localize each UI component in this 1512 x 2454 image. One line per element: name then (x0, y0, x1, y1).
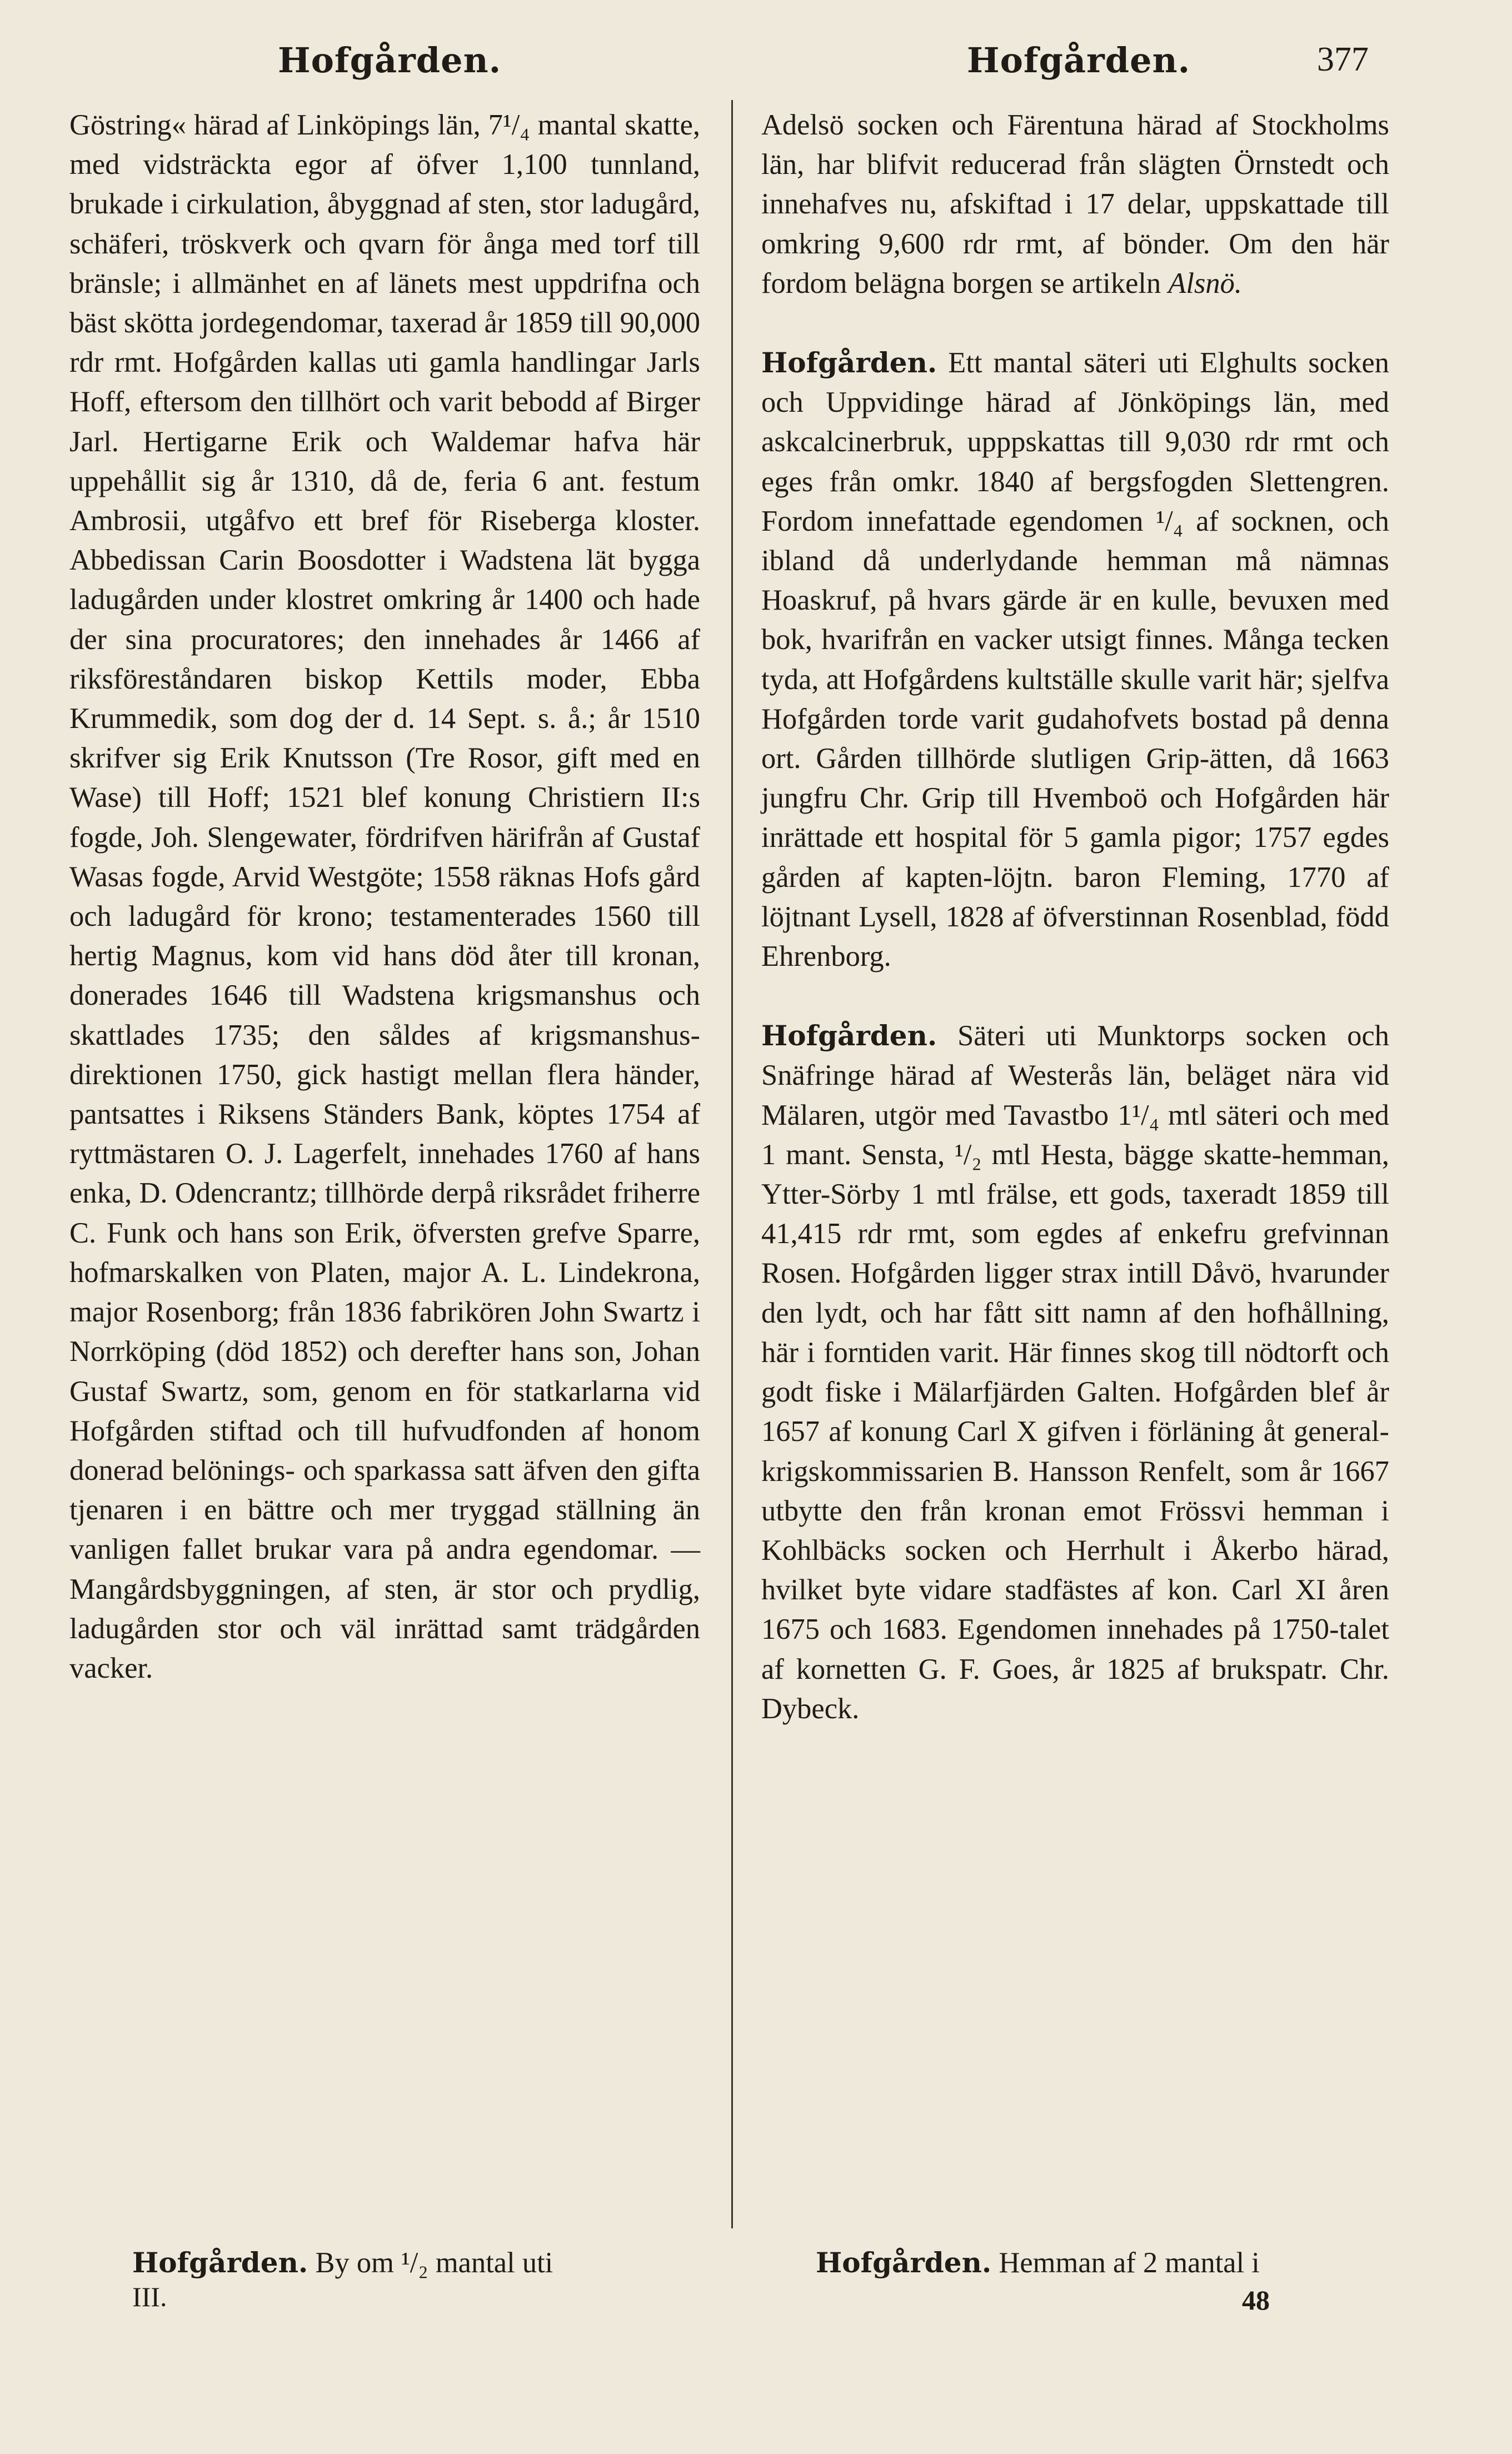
running-head-left: Hofgården. (278, 40, 502, 81)
spacer (761, 303, 1389, 343)
footer-left-text: By om ¹/₂ mantal uti (315, 2247, 553, 2279)
footer-right-text: Hemman af 2 mantal i (999, 2247, 1260, 2279)
volume-mark: III. (132, 2281, 167, 2312)
left-paragraph: Göstring« härad af Linköpings län, 7¹/₄ mantal skatte, med vidsträckta egor af öfver 1,100 tunnland, brukade i cirkulation, åbyggnad af sten, stor ladugård, schäferi, tröskverk och qvarn för ånga med torf till bränsle; i allmänhet en af länets mest uppdrifna och bäst skötta jordegendomar, taxerad år 1859 till 90,000 rdr rmt. Hofgården kallas uti gamla handlingar Jarls Hoff, eftersom den tillhört och varit bebodd af Birger Jarl. Hertigarne Erik och Waldemar hafva här uppehållit sig år 1310, då de, feria 6 ant. festum Ambrosii, utgåfvo ett bref för Riseberga kloster. Abbedissan Carin Boosdotter i Wadstena lät bygga ladugården under klostret omkring år 1400 och hade der sina procuratores; den innehades år 1466 af riksföreståndaren biskop Kettils moder, Ebba Krummedik, som dog der d. 14 Sept. s. å.; år 1510 skrifver sig Erik Knutsson (Tre Rosor, gift med en Wase) till Hoff; 1521 blef konung Christiern II:s fogde, Joh. Slengewater, fördrifven härifrån af Gustaf Wasas fogde, Arvid Westgöte; 1558 räknas Hofs gård och ladugård för krono; testamenterades 1560 till hertig Magnus, kom vid hans död åter till kronan, donerades 1646 till Wadstena krigsmanshus och skattlades 1735; den såldes af krigsmanshus-direktionen 1750, gick hastigt mellan flera händer, pantsattes i Riksens Ständers Bank, köptes 1754 af ryttmästaren O. J. Lagerfelt, innehades 1760 af hans enka, D. Odencrantz; tillhörde derpå riksrådet friherre C. Funk och hans son Erik, öfversten grefve Sparre, hofmarskalken von Platen, major A. L. Lindekrona, major Rosenborg; från 1836 fabrikören John Swartz i Norrköping (död 1852) och derefter hans son, Johan Gustaf Swartz, som, genom en för statkarlarna vid Hofgården stiftad och till hufvudfonden af honom donerad belönings- och sparkassa satt äfven den gifta tjenaren i en bättre och mer tryggad ställning än vanligen fallet brukar vara på andra egendomar. — Mangårdsbyggningen, af sten, är stor och prydlig, ladugården stor och väl inrättad samt trädgården vacker. (69, 109, 700, 1684)
entry-2-text: Säteri uti Munktorps socken och Snäfringe härad af Westerås län, beläget nära vid Mälaren, utgör med Tavastbo 1¹/₄ mtl säteri och med 1 mant. Sensta, ¹/₂ mtl Hesta, bägge skatte-hemman, Ytter-Sörby 1 mtl frälse, ett gods, taxeradt 1859 till 41,415 rdr rmt, som egdes af enkefru grefvinnan Rosen. Hofgården ligger strax intill Dåvö, hvarunder den lydt, och har fått sitt namn af den hofhållning, här i forntiden varit. Här finnes skog till nödtorft och godt fiske i Mälarfjärden Galten. Hofgården blef år 1657 af konung Carl X gifven i förläning åt general-krigskommissarien B. Hansson Renfelt, som år 1667 utbytte den från kronan emot Frössvi hemman i Kohlbäcks socken och Herrhult i Åkerbo härad, hvilket byte vidare stadfästes af kon. Carl XI åren 1675 och 1683. Egendomen innehades på 1750-talet af kornetten G. F. Goes, år 1825 af brukspatr. Chr. Dybeck. (761, 1020, 1389, 1725)
signature-mark: 48 (1242, 2285, 1270, 2316)
running-head-right: Hofgården. (967, 40, 1191, 81)
column-divider (731, 100, 733, 2228)
spacer (761, 976, 1389, 1016)
left-column (69, 106, 700, 1688)
footer-left-head: Hofgården. (132, 2246, 308, 2279)
intro-paragraph (761, 106, 1389, 303)
right-column (761, 106, 1389, 1729)
entry-2-head: Hofgården. (761, 1019, 937, 1053)
footer-right-head: Hofgården. (816, 2246, 992, 2279)
intro-text: Adelsö socken och Färentuna härad af Stockholms län, har blifvit reducerad från slägten Örnstedt och innehafves nu, afskiftad i 17 delar, uppskattade till omkring 9,600 rdr rmt, af bönder. Om den här fordom belägna borgen se artikeln (761, 109, 1389, 300)
entry-1-head: Hofgården. (761, 346, 937, 380)
entry-1-text: Ett mantal säteri uti Elghults socken och Uppvidinge härad af Jönköpings län, med askcalcinerbruk, upppskattas till 9,030 rdr rmt och eges från omkr. 1840 af bergsfogden Slettengren. Fordom innefattade egendomen ¹/₄ af socknen, och ibland då underlydande hemman må nämnas Hoaskruf, på hvars gärde är en kulle, bevuxen med bok, hvarifrån en vacker utsigt finnes. Många tecken tyda, att Hofgårdens kultställe skulle varit här; sjelfva Hofgården torde varit gudahofvets bostad på denna ort. Gården tillhörde slutligen Grip-ätten, då 1663 jungfru Chr. Grip till Hvemboö och Hofgården här inrättade ett hospital för 5 gamla pigor; 1757 egdes gården af kapten-löjtn. baron Fleming, 1770 af löjtnant Lysell, 1828 af öfverstinnan Rosenblad, född Ehrenborg. (761, 347, 1390, 973)
page-number: 377 (1317, 41, 1369, 78)
entry-1 (761, 343, 1389, 976)
intro-link: Alsnö. (1168, 267, 1242, 300)
footer-right-entry (816, 2243, 1388, 2283)
footer-left-entry (132, 2243, 699, 2283)
entry-2 (761, 1016, 1389, 1729)
